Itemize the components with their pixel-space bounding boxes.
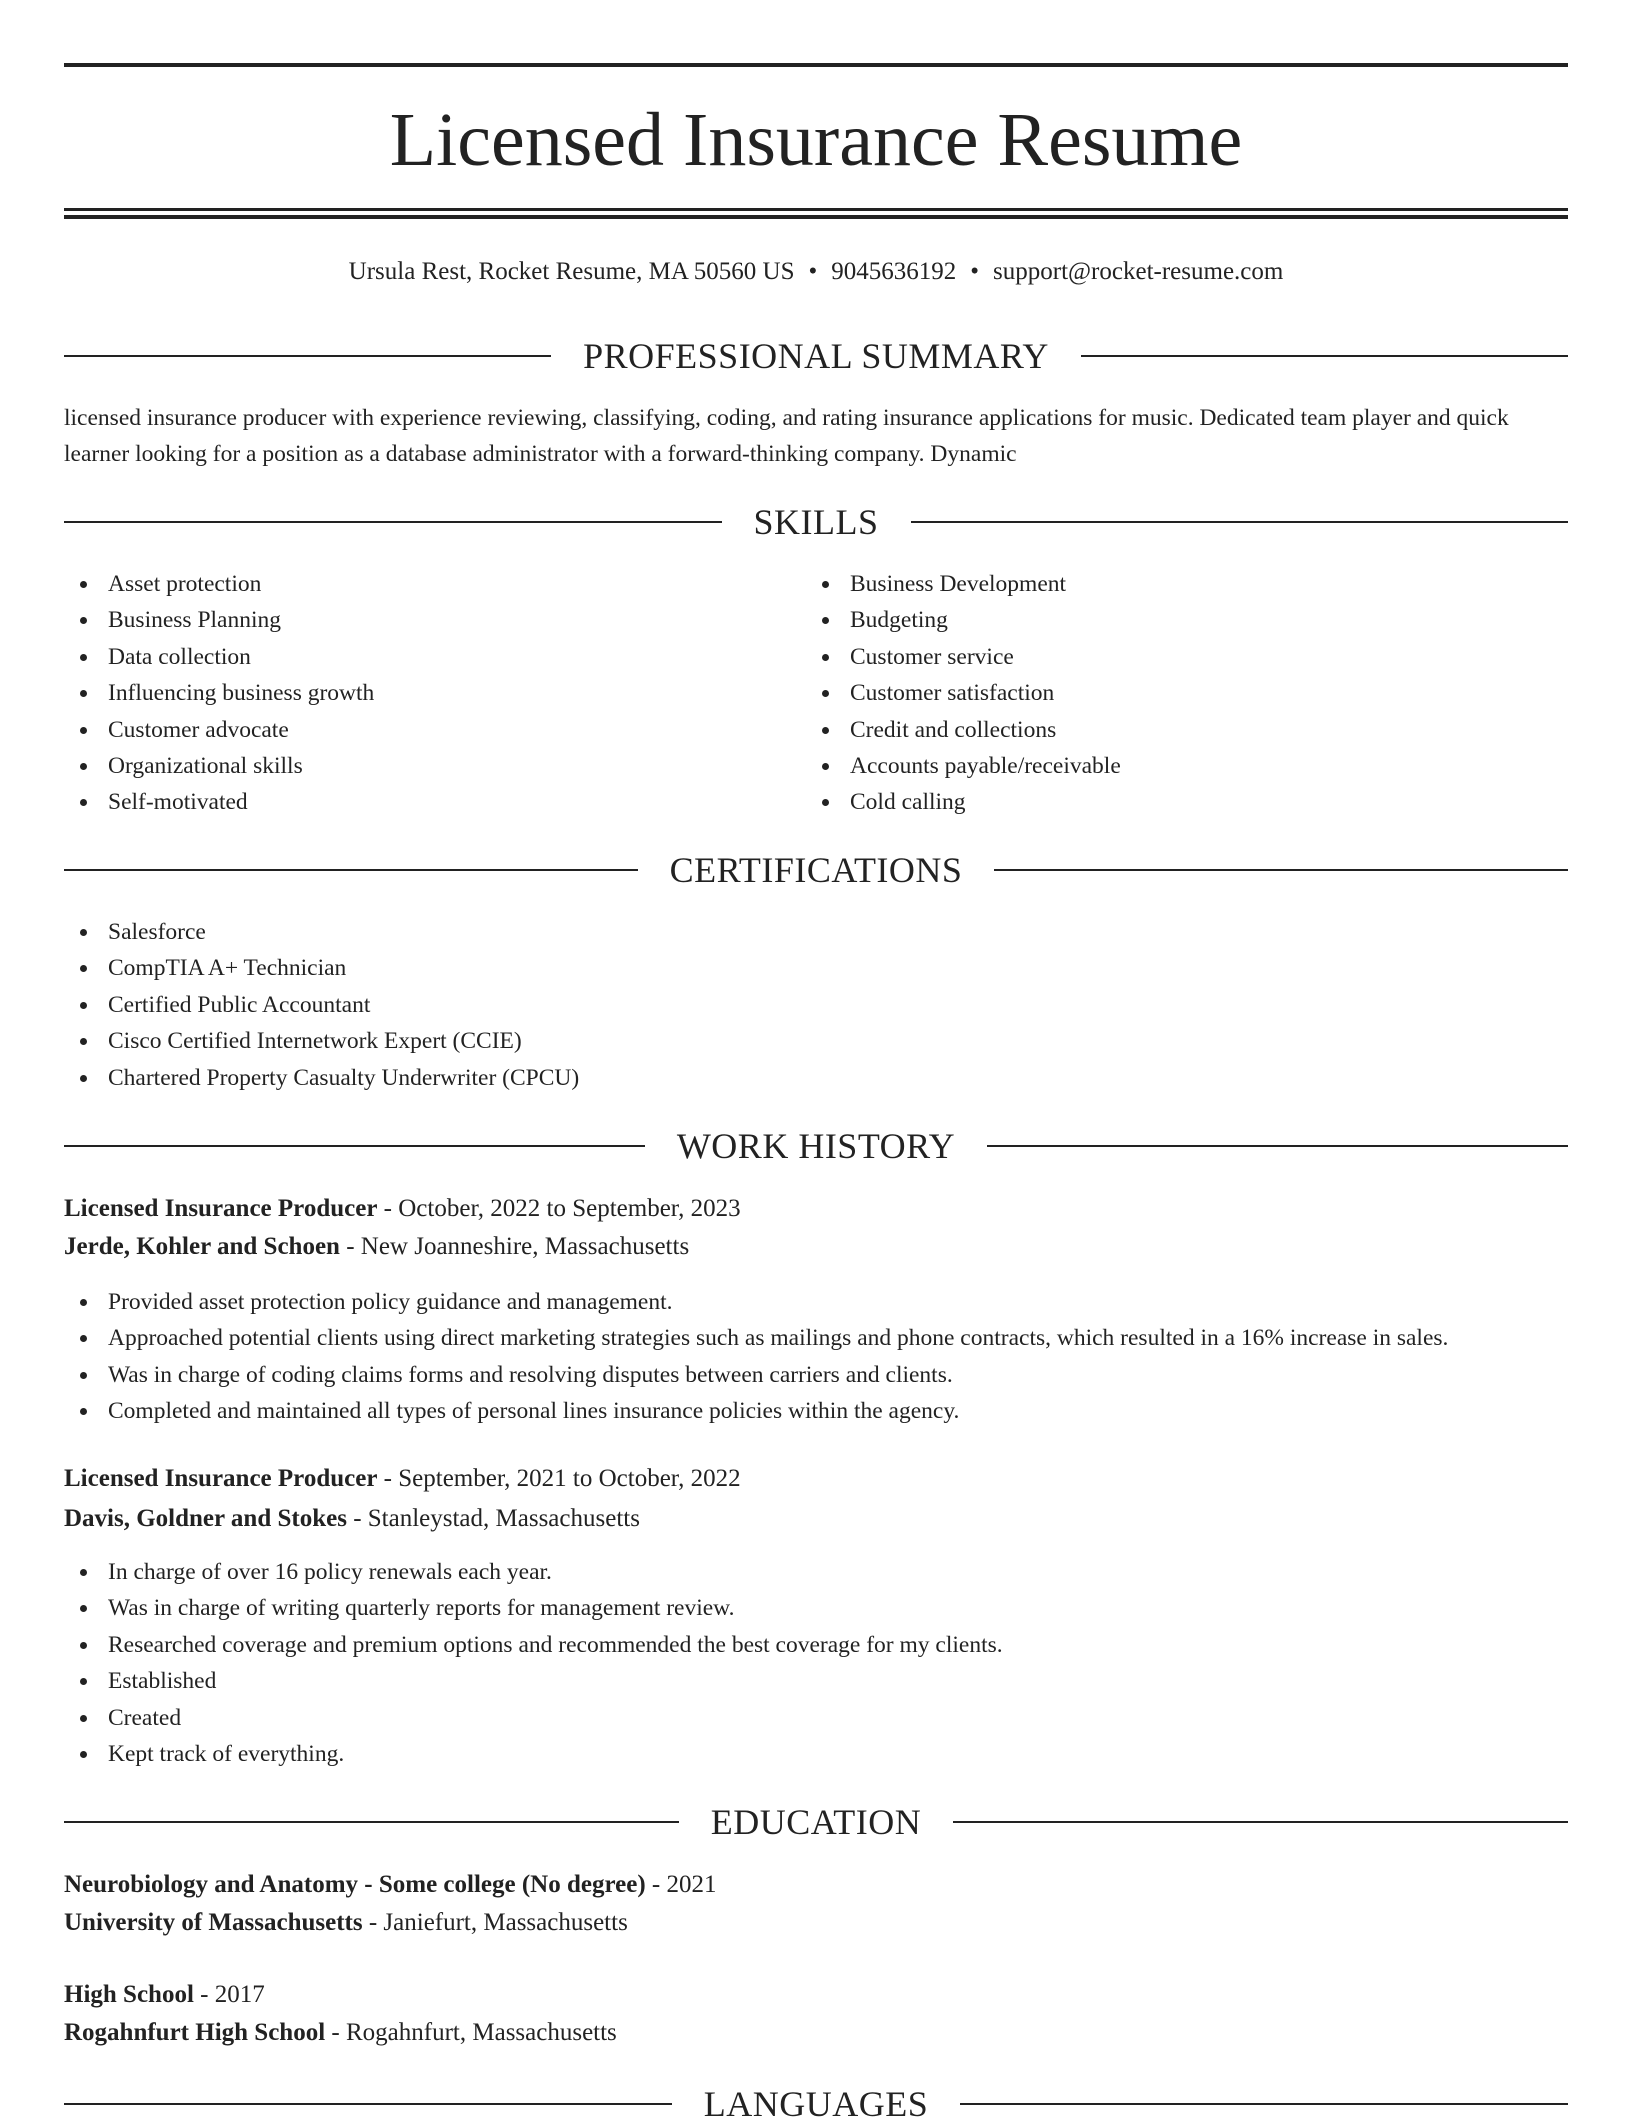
heading-rule: [64, 2103, 672, 2105]
job-duty-item-text: Established: [108, 1668, 217, 1695]
education-year: - 2017: [193, 1981, 265, 2008]
bullet-icon: [80, 654, 87, 661]
skill-item: [64, 675, 374, 711]
skill-item-text: Influencing business growth: [108, 680, 375, 707]
skills-heading: [64, 500, 1568, 544]
job-duties-list: [64, 1554, 1003, 1772]
work-heading-label: WORK HISTORY: [676, 1126, 956, 1166]
skill-item: [64, 639, 374, 675]
job-duty-item-text: Kept track of everything.: [108, 1741, 345, 1768]
job-duty-item: [64, 1700, 1003, 1736]
skill-item-text: Asset protection: [108, 571, 262, 597]
skill-item: [806, 748, 1121, 784]
heading-rule: [64, 869, 638, 871]
languages-heading-label: LANGUAGES: [703, 2084, 929, 2124]
job-duty-item: [64, 1736, 1003, 1772]
education-degree: High School: [64, 1981, 194, 2008]
bullet-icon: [822, 763, 829, 770]
education-heading-label: EDUCATION: [710, 1802, 922, 1842]
bullet-icon: [80, 1605, 87, 1612]
job-title: Licensed Insurance Producer: [64, 1195, 378, 1222]
heading-rule: [953, 1821, 1568, 1823]
job-duty-item: [64, 1627, 1003, 1663]
bullet-icon: [80, 1715, 87, 1722]
skill-item: [64, 748, 374, 784]
bullet-icon: [80, 1408, 87, 1415]
heading-rule: [64, 355, 551, 357]
education-location: - Rogahnfurt, Massachusetts: [325, 2019, 617, 2046]
education-degree: Neurobiology and Anatomy - Some college (No degree): [64, 1871, 646, 1898]
job-dates: - September, 2021 to October, 2022: [377, 1465, 741, 1492]
bullet-icon: [80, 763, 87, 770]
certification-item: [64, 987, 579, 1023]
bullet-icon: [822, 690, 829, 697]
contact-email: support@rocket-resume.com: [993, 258, 1284, 285]
job-title-line: [64, 1460, 741, 1498]
bullet-icon: [80, 1335, 87, 1342]
job-duty-item-text: Provided asset protection policy guidance and management.: [108, 1289, 673, 1315]
skills-list-left: [64, 566, 374, 821]
education-degree-line: [64, 1976, 265, 2014]
languages-heading: [64, 2082, 1568, 2126]
bullet-icon: [80, 727, 87, 734]
job-dates: - October, 2022 to September, 2023: [377, 1195, 741, 1222]
skill-item: [64, 712, 374, 748]
job-duty-item: [64, 1393, 1448, 1429]
certification-item-text: CompTIA A+ Technician: [108, 955, 347, 982]
bullet-icon: [822, 617, 829, 624]
skill-item-text: Customer satisfaction: [850, 680, 1055, 707]
skill-item: [64, 602, 374, 638]
summary-heading: [64, 334, 1568, 378]
work-heading: [64, 1124, 1568, 1168]
contact-line: [64, 254, 1568, 290]
bullet-icon: [80, 1642, 87, 1649]
skill-item: [64, 784, 374, 820]
skill-item-text: Self-motivated: [108, 789, 248, 816]
certification-item-text: Salesforce: [108, 919, 206, 945]
heading-rule: [64, 521, 722, 523]
skill-item: [806, 675, 1121, 711]
heading-rule: [64, 1821, 679, 1823]
education-school: Rogahnfurt High School: [64, 2019, 326, 2046]
job-duty-item-text: Created: [108, 1704, 182, 1731]
bullet-icon: [822, 581, 829, 588]
skill-item: [64, 566, 374, 602]
skill-item-text: Cold calling: [850, 789, 966, 816]
skill-item: [806, 784, 1121, 820]
skill-item-text: Customer advocate: [108, 716, 289, 743]
skill-item: [806, 639, 1121, 675]
bullet-icon: [80, 1299, 87, 1306]
skill-item-text: Accounts payable/receivable: [850, 753, 1121, 780]
bullet-icon: [80, 965, 87, 972]
bullet-icon: [80, 1002, 87, 1009]
education-year: - 2021: [645, 1871, 717, 1898]
heading-rule: [64, 1145, 645, 1147]
job-duty-item-text: Approached potential clients using direct marketing strategies such as mailings and phone contracts, which resulted in a 16% increase in sales.: [108, 1325, 1449, 1352]
bullet-icon: [80, 1569, 87, 1576]
skill-item-text: Customer service: [850, 643, 1014, 670]
heading-rule: [911, 521, 1569, 523]
bullet-icon: [80, 1075, 87, 1082]
job-duties-list: [64, 1284, 1448, 1430]
job-duty-item-text: Was in charge of coding claims forms and resolving disputes between carriers and clients.: [108, 1361, 953, 1388]
certifications-heading-label: CERTIFICATIONS: [669, 850, 963, 890]
job-company: Davis, Goldner and Stokes: [64, 1505, 347, 1532]
contact-separator: •: [808, 258, 818, 285]
education-heading: [64, 1800, 1568, 1844]
certification-item-text: Chartered Property Casualty Underwriter (CPCU): [108, 1064, 580, 1091]
contact-address: Ursula Rest, Rocket Resume, MA 50560 US: [348, 258, 795, 285]
certification-item: [64, 1060, 579, 1096]
contact-separator: •: [970, 258, 980, 285]
education-school: University of Massachusetts: [64, 1909, 363, 1936]
skill-item-text: Business Planning: [108, 607, 282, 634]
certifications-list: [64, 914, 579, 1096]
summary-heading-label: PROFESSIONAL SUMMARY: [583, 336, 1049, 376]
skill-item: [806, 712, 1121, 748]
bullet-icon: [822, 799, 829, 806]
heading-rule: [1081, 355, 1568, 357]
heading-rule: [994, 869, 1568, 871]
bullet-icon: [80, 1751, 87, 1758]
heading-rule: [960, 2103, 1568, 2105]
bullet-icon: [80, 581, 87, 588]
job-duty-item: [64, 1320, 1448, 1356]
contact-phone: 9045636192: [831, 258, 957, 285]
education-degree-line: [64, 1866, 716, 1904]
bullet-icon: [80, 1372, 87, 1379]
job-duty-item-text: In charge of over 16 policy renewals each year.: [108, 1559, 552, 1585]
skill-item-text: Organizational skills: [108, 753, 303, 780]
bullet-icon: [80, 929, 87, 936]
bullet-icon: [822, 654, 829, 661]
job-duty-item: [64, 1554, 1003, 1590]
skills-heading-label: SKILLS: [753, 502, 879, 542]
job-duty-item: [64, 1284, 1448, 1320]
certification-item-text: Cisco Certified Internetwork Expert (CCIE): [108, 1028, 522, 1055]
job-duty-item: [64, 1590, 1003, 1626]
skill-item-text: Credit and collections: [850, 716, 1057, 743]
job-duty-item: [64, 1357, 1448, 1393]
certification-item-text: Certified Public Accountant: [108, 991, 371, 1018]
skill-item-text: Budgeting: [850, 607, 948, 634]
job-duty-item-text: Was in charge of writing quarterly reports for management review.: [108, 1595, 735, 1622]
bullet-icon: [80, 1678, 87, 1685]
job-company: Jerde, Kohler and Schoen: [64, 1233, 340, 1260]
job-title: Licensed Insurance Producer: [64, 1465, 378, 1492]
bullet-icon: [80, 690, 87, 697]
page-title: Licensed Insurance Resume: [389, 98, 1243, 182]
education-location: - Janiefurt, Massachusetts: [362, 1909, 628, 1936]
bullet-icon: [80, 1038, 87, 1045]
job-company-line: [64, 1500, 640, 1538]
certification-item: [64, 1023, 579, 1059]
certification-item: [64, 950, 579, 986]
job-title-line: [64, 1190, 741, 1228]
job-company-line: [64, 1228, 689, 1266]
bullet-icon: [80, 799, 87, 806]
certifications-heading: [64, 848, 1568, 892]
title-double-rule: [64, 208, 1568, 219]
education-school-line: [64, 2014, 617, 2052]
skill-item: [806, 566, 1121, 602]
job-duty-item-text: Researched coverage and premium options and recommended the best coverage for my clients.: [108, 1631, 1003, 1658]
job-location: - Stanleystad, Massachusetts: [346, 1505, 640, 1532]
job-duty-item-text: Completed and maintained all types of personal lines insurance policies within the agency.: [108, 1398, 960, 1425]
heading-rule: [987, 1145, 1568, 1147]
skills-list-right: [806, 566, 1121, 821]
certification-item: [64, 914, 579, 950]
education-school-line: [64, 1904, 628, 1942]
job-duty-item: [64, 1663, 1003, 1699]
bullet-icon: [822, 727, 829, 734]
summary-text: licensed insurance producer with experience reviewing, classifying, coding, and rating insurance applications for music. Dedicated team player and quick learner looking for a position as a database administrator with a forward-thinking company. Dynamic: [64, 405, 1509, 467]
top-rule: [64, 63, 1568, 67]
skill-item-text: Data collection: [108, 643, 251, 670]
skill-item: [806, 602, 1121, 638]
skill-item-text: Business Development: [850, 571, 1067, 597]
job-location: - New Joanneshire, Massachusetts: [339, 1233, 690, 1260]
bullet-icon: [80, 617, 87, 624]
